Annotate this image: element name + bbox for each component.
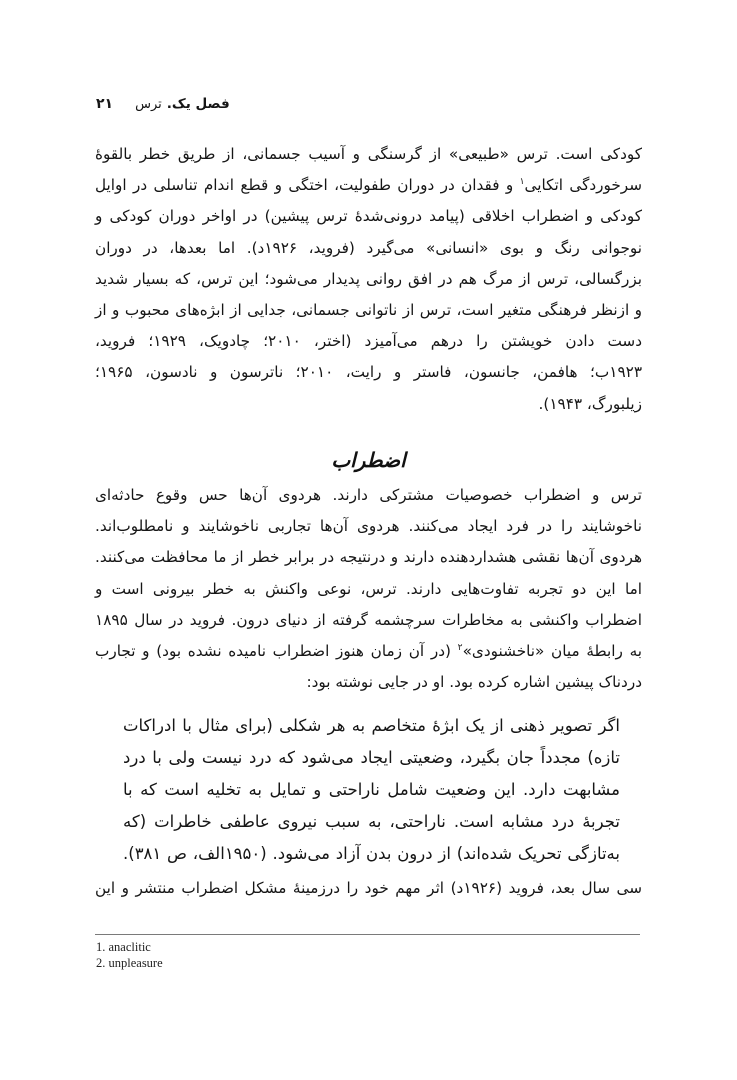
footnote-ref: ۱ <box>519 177 525 188</box>
footnote: 2. unpleasure <box>96 956 163 970</box>
text-line: تجربهٔ درد مشابه است. ناراحتی، به سبب نیروی عاطفی خاطرات (که <box>123 812 620 831</box>
line-text: سرخوردگی اتکایی <box>524 176 642 195</box>
line-text: و فقدان در دوران طفولیت، اختگی و قطع اندام تناسلی در اوایل <box>95 176 520 195</box>
paragraph <box>95 480 642 698</box>
text-line: زیلبورگ، ۱۹۴۳). <box>538 394 642 413</box>
text-line: نوجوانی رنگ و بوی «انسانی» می‌گیرد (فروید، ۱۹۲۶د). اما بعدها، در دوران <box>95 238 643 257</box>
text-line <box>95 170 642 201</box>
block-quote <box>123 710 620 870</box>
text-line: هردوی آن‌ها نقشی هشداردهنده دارند و درنتیجه در برابر خطر از ما محافظت می‌کنند. <box>95 548 642 567</box>
text-line: کودکی است. ترس «طبیعی» از گرسنگی و آسیب جسمانی، از طریق خطر بالقوهٔ <box>95 145 642 163</box>
text-line: سی سال بعد، فروید (۱۹۲۶د) اثر مهم خود را درزمینهٔ مشکل اضطراب منتشر و این <box>95 879 642 897</box>
text-line: اضطراب واکنشی به مخاطرات سرچشمه گرفته از دنیای درون. فروید در سال ۱۸۹۵ <box>95 610 642 629</box>
footnote-rule <box>95 934 640 935</box>
text-line: تازه) مجدداً جان بگیرد، وضعیتی ایجاد می‌شود که درد نیست ولی با درد <box>123 748 620 767</box>
text-line: بزرگسالی، ترس از مرگ هم در افق روانی پدیدار می‌شود؛ این ترس، که بسیار شدید <box>95 269 642 288</box>
text-line: به‌تازگی تحریک شده‌اند) از درون بدن آزاد می‌شود. (۱۹۵۰الف، ص ۳۸۱). <box>123 844 620 863</box>
line-text: به رابطهٔ میان «ناخشنودی» <box>462 642 643 661</box>
chapter-label: فصل یک. <box>166 96 230 112</box>
text-line: و ازنظر فرهنگی متغیر است، ترس از ناتوانی جسمانی، جدایی از ابژه‌های محبوب و از <box>95 301 642 320</box>
paragraph <box>95 873 642 904</box>
section-heading: اضطراب <box>331 448 406 472</box>
footnotes <box>96 939 163 971</box>
text-line: ترس و اضطراب خصوصیات مشترکی دارند. هردوی آن‌ها حس وقوع حادثه‌ای <box>95 486 642 504</box>
text-line: ۱۹۲۳ب؛ هافمن، جانسون، فاستر و رایت، ۲۰۱۰؛ ناترسون و نادسون، ۱۹۶۵؛ <box>95 363 643 382</box>
page-number: ۲۱ <box>96 96 114 112</box>
text-line: مشابهت دارد. این وضعیت شامل ناراحتی و تمایل به تخلیه است که با <box>123 780 620 799</box>
text-line: اگر تصویر ذهنی از یک ابژهٔ متخاصم به هر شکلی (برای مثال با ادراکات <box>123 716 620 735</box>
footnote: 1. anaclitic <box>96 940 151 954</box>
text-line: اما این دو تجربه تفاوت‌هایی دارند. ترس، نوعی واکنش به خطر بیرونی است و <box>95 579 642 598</box>
text-line <box>95 636 642 667</box>
running-head <box>96 94 230 115</box>
paragraph <box>95 139 642 420</box>
chapter-title: ترس <box>135 97 162 112</box>
text-line: دردناک پیشین اشاره کرده بود. او در جایی نوشته بود: <box>306 673 642 692</box>
line-text: (در آن زمان هنوز اضطراب نامیده نشده بود) و تجارب <box>95 642 458 661</box>
text-line: کودکی و اضطراب اخلاقی (پیامد درونی‌شدهٔ ترس پیشین) در اواخر دوران کودکی و <box>95 207 642 226</box>
footnote-ref: ۲ <box>457 642 463 653</box>
text-line: ناخوشایند را در فرد ایجاد می‌کنند. هردوی آن‌ها تجاربی ناخوشایند و نامطلوب‌اند. <box>95 517 642 536</box>
text-line: دست دادن خویشتن را درهم می‌آمیزد (اختر، ۲۰۱۰؛ چادویک، ۱۹۲۹؛ فروید، <box>95 332 643 351</box>
